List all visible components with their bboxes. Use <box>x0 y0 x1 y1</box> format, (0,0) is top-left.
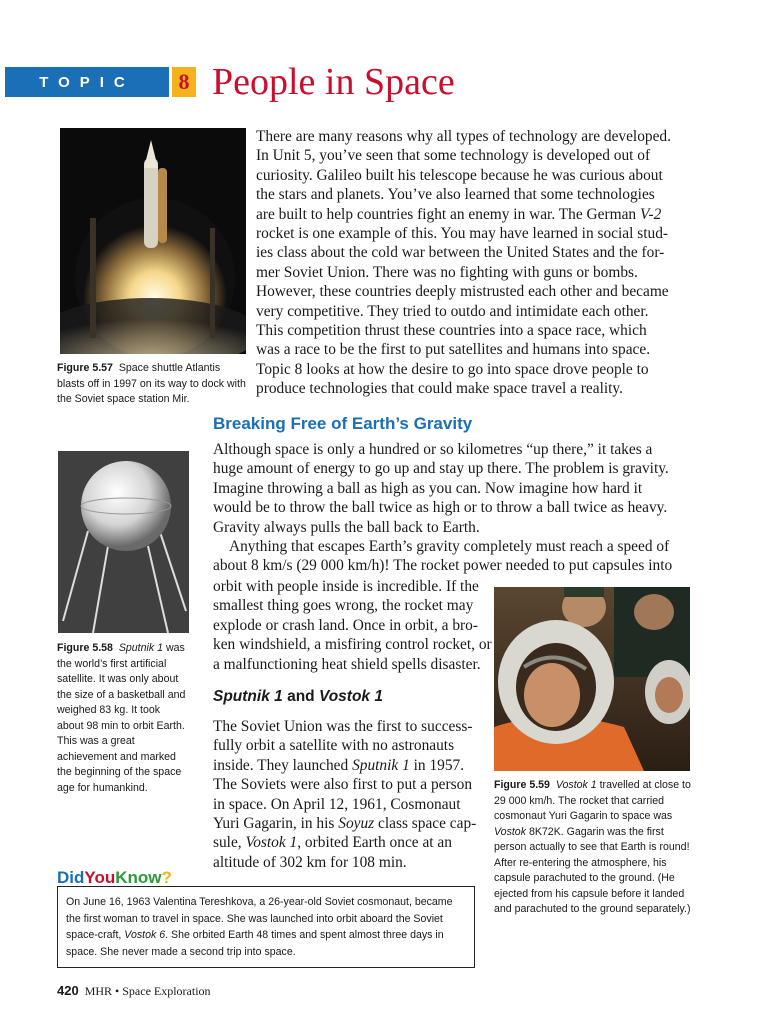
page-number: 420 <box>57 983 79 998</box>
text-line: Yuri Gagarin, in his Soyuz class space cap- <box>213 815 477 833</box>
sub-heading: Sputnik 1 and Vostok 1 <box>213 688 383 705</box>
topic-label: TOPIC <box>5 67 169 97</box>
caption-italic: Sputnik 1 <box>118 642 163 654</box>
caption-text: was the world’s first artificial satellite. It was only about the size of a basketball and weighed 83 kg. It took about 98 min to orbit Earth. This was a great achievement and marked the beginning of the space age for humankind. <box>57 642 186 794</box>
intro-line: very competitive. They tried to outdo and intimidate each other. <box>256 302 649 320</box>
sputnik-photo <box>58 451 189 633</box>
text-line: altitude of 302 km for 108 min. <box>213 853 407 871</box>
text-line: inside. They launched Sputnik 1 in 1957. <box>213 756 465 774</box>
text-line: smallest thing goes wrong, the rocket may <box>213 597 474 615</box>
footer-text: MHR • Space Exploration <box>84 984 211 998</box>
intro-line: produce technologies that could make space travel a reality. <box>256 380 623 398</box>
fact-text: On June 16, 1963 Valentina Tereshkova, a 26-year-old Soviet cosmonaut, became the first woman to travel in space. She was launched into orbit aboard the Soviet space-craft, <box>66 896 453 941</box>
page-footer <box>57 983 211 999</box>
text-line: The Soviets were also first to put a person <box>213 776 473 794</box>
caption-italic: Vostok 1 <box>555 779 597 791</box>
intro-line: curiosity. Galileo built his telescope because he was curious about <box>256 166 663 184</box>
text-line: sule, Vostok 1, orbited Earth once at an <box>213 834 452 852</box>
figure-caption-5-57 <box>57 361 247 408</box>
gravity-para-2: Anything that escapes Earth’s gravity completely must reach a speed of about 8 km/s (29 000 km/h)! The rocket power needed to put capsules into <box>213 538 673 575</box>
intro-line: the stars and planets. You’ve also learned that some technologies <box>256 186 655 204</box>
figure-label: Figure 5.57 <box>57 362 113 374</box>
did-you-know-logo: DidYouKnow? <box>57 868 172 887</box>
v2-label: V-2 <box>639 205 662 223</box>
gravity-paragraph <box>213 440 675 576</box>
gagarin-photo <box>494 587 690 771</box>
gravity-para-1: Although space is only a hundred or so kilometres “up there,” it takes a huge amount of energy to go up and stay up there. The problem is gravity. Imagine throwing a ball as high as you can. Now imagine how hard it would be to throw the ball twice as high or to throw a ball twice as heavy. Gravity always pulls the ball back to Earth. <box>213 441 669 536</box>
intro-line: was a race to be the first to put satellites and humans into space. <box>256 341 651 359</box>
figure-label: Figure 5.59 <box>494 779 550 791</box>
caption-text: Space shuttle Atlantis blasts off in 1997 on its way to dock with the Soviet space station Mir. <box>57 362 246 405</box>
figure-caption-5-59: Figure 5.59 Vostok 1 travelled at close to 29 000 km/h. The rocket that carried cosmonaut Yuri Gagarin to space was Vostok 8K72K. Gagarin was the first person actually to see that Earth is round! After re-entering the atmosphere, his capsule parachuted to the ground. (He ejected from his capsule before it landed and parachuted to the ground separately.) <box>494 779 691 915</box>
intro-line: mer Soviet Union. There was no fighting with guns or bombs. <box>256 263 638 281</box>
text-line: orbit with people inside is incredible. If the <box>213 578 479 595</box>
text-line: explode or crash land. Once in orbit, a bro- <box>213 616 478 634</box>
intro-line: In Unit 5, you’ve seen that some technology is developed out of <box>256 147 651 165</box>
page-title: People in Space <box>212 61 455 103</box>
intro-line: are built to help countries fight an enemy in war. The German V-2 <box>256 205 662 223</box>
text-line: The Soviet Union was the first to success- <box>213 718 473 735</box>
gravity-paragraph-narrow <box>213 577 493 674</box>
text-line: fully orbit a satellite with no astronauts <box>213 737 455 755</box>
shuttle-launch-photo <box>60 128 246 354</box>
sputnik-vostok-paragraph <box>213 717 493 872</box>
figure-caption-5-58 <box>57 641 189 796</box>
intro-line: This competition thrust these countries into a space race, which <box>256 322 647 340</box>
text-line: a malfunctioning heat shield spells disaster. <box>213 655 481 673</box>
topic-number: 8 <box>172 67 196 97</box>
text-line: in space. On April 12, 1961, Cosmonaut <box>213 795 461 813</box>
did-you-know-box: On June 16, 1963 Valentina Tereshkova, a 26-year-old Soviet cosmonaut, became the first woman to travel in space. She was launched into orbit aboard the Soviet space-craft, Vostok 6. She orbited Earth 48 times and spent almost three days in space. She never made a second trip into space. <box>57 886 475 968</box>
section-heading: Breaking Free of Earth’s Gravity <box>213 414 473 433</box>
figure-label: Figure 5.58 <box>57 642 113 654</box>
intro-line: There are many reasons why all types of technology are developed. <box>256 128 671 145</box>
text-line: ken windshield, a misfiring control rocket, or <box>213 636 492 654</box>
intro-line: Topic 8 looks at how the desire to go into space drove people to <box>256 360 649 378</box>
intro-paragraph <box>256 127 676 399</box>
intro-line: ies class about the cold war between the United States and the for- <box>256 244 665 262</box>
intro-line: rocket is one example of this. You may have learned in social stud- <box>256 225 669 243</box>
intro-line: However, these countries deeply mistrusted each other and became <box>256 283 669 301</box>
